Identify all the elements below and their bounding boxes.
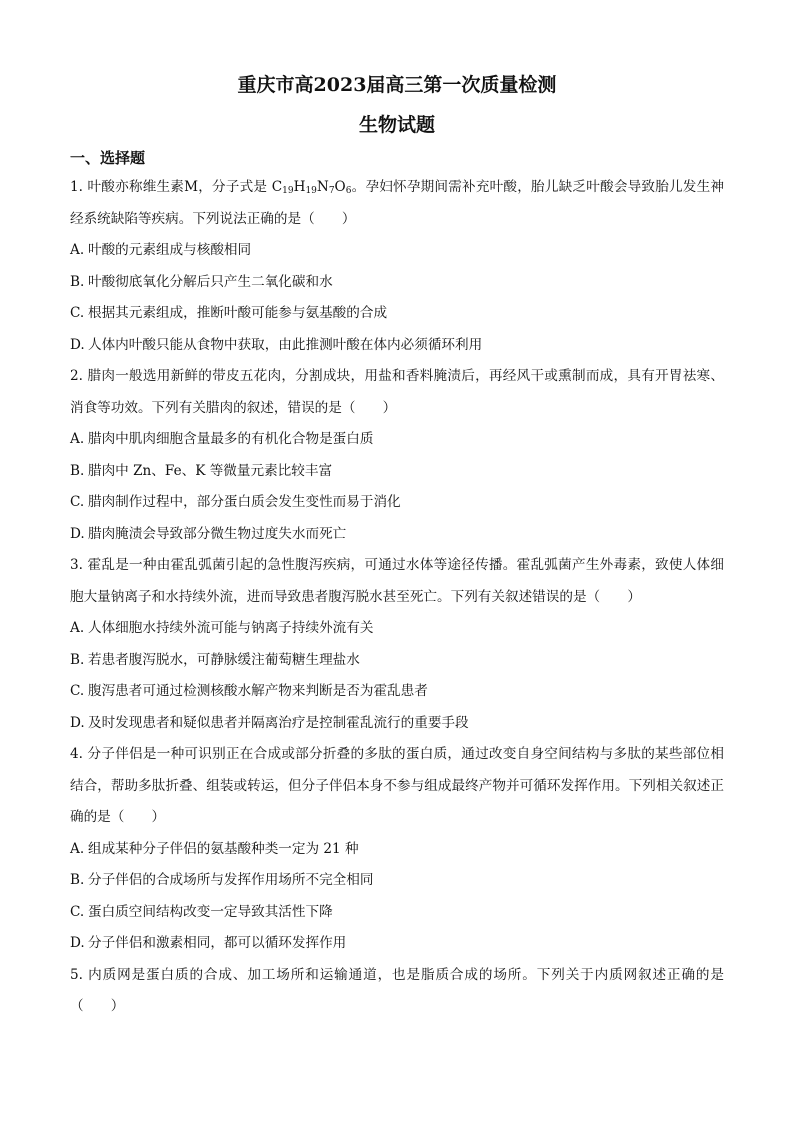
question-5-stem: 5. 内质网是蛋白质的合成、加工场所和运输通道，也是脂质合成的场所。下列关于内质网叙述正确的是（ ） [70,966,724,1014]
question-2-option-c: C. 腊肉制作过程中，部分蛋白质会发生变性而易于消化 [70,494,401,510]
question-2-stem: 2. 腊肉一般选用新鲜的带皮五花肉，分割成块，用盐和香料腌渍后，再经风干或熏制而成，具有开胃祛寒、消食等功效。下列有关腊肉的叙述，错误的是（ ） [70,368,724,416]
question-1-option-d: D. 人体内叶酸只能从食物中获取，由此推测叶酸在体内必须循环利用 [70,336,483,353]
question-4 [70,739,724,960]
question-2-option-d: D. 腊肉腌渍会导致部分微生物过度失水而死亡 [70,525,347,542]
question-3-option-d: D. 及时发现患者和疑似患者并隔离治疗是控制霍乱流行的重要手段 [70,714,469,731]
question-2-option-a: A. 腊肉中肌肉细胞含量最多的有机化合物是蛋白质 [70,431,374,447]
question-3 [70,550,724,739]
question-2-option-b: B. 腊肉中 Zn、Fe、K 等微量元素比较丰富 [70,462,333,479]
question-1-option-b: B. 叶酸彻底氧化分解后只产生二氧化碳和水 [70,273,333,290]
question-3-stem: 3. 霍乱是一种由霍乱弧菌引起的急性腹泻疾病，可通过水体等途径传播。霍乱弧菌产生外毒素，致使人体细胞大量钠离子和水持续外流，进而导致患者腹泻脱水甚至死亡。下列有关叙述错误的是（ ） [70,557,724,605]
question-1-stem-post: 。孕妇怀孕期间需补充叶酸，胎儿缺乏叶酸会导致胎儿发生神经系统缺陷等疾病。下列说法正确的是（ ） [70,179,725,227]
molecular-formula: $C_{19}H_{19}N_7O_6$ [271,179,352,196]
question-4-option-d: D. 分子伴侣和激素相同，都可以循环发挥作用 [70,935,347,951]
question-1 [70,172,724,361]
question-1-stem [70,172,724,235]
page-title: 重庆市高2023届高三第一次质量检测 [237,74,557,96]
question-4-option-c: C. 蛋白质空间结构改变一定导致其活性下降 [70,903,333,920]
question-3-option-c: C. 腹泻患者可通过检测核酸水解产物来判断是否为霍乱患者 [70,683,428,699]
question-1-option-c: C. 根据其元素组成，推断叶酸可能参与氨基酸的合成 [70,305,388,321]
question-3-option-a: A. 人体细胞水持续外流可能与钠离子持续外流有关 [70,620,374,636]
question-1-option-a: A. 叶酸的元素组成与核酸相同 [70,242,252,258]
page-subtitle: 生物试题 [358,114,435,136]
question-4-option-b: B. 分子伴侣的合成场所与发挥作用场所不完全相同 [70,872,374,888]
question-2 [70,361,724,550]
question-4-option-a: A. 组成某种分子伴侣的氨基酸种类一定为 21 种 [70,840,359,857]
question-5 [70,960,724,1023]
question-1-stem-pre: 1. 叶酸亦称维生素M，分子式是 [70,179,272,195]
question-3-option-b: B. 若患者腹泻脱水，可静脉缓注葡萄糖生理盐水 [70,651,360,668]
section-heading: 一、选择题 [70,149,146,167]
question-4-stem: 4. 分子伴侣是一种可识别正在合成或部分折叠的多肽的蛋白质，通过改变自身空间结构与多肽的某些部位相结合，帮助多肽折叠、组装或转运，但分子伴侣本身不参与组成最终产物并可循环发挥作用。下列相关叙述正确的是（ ） [70,746,724,825]
